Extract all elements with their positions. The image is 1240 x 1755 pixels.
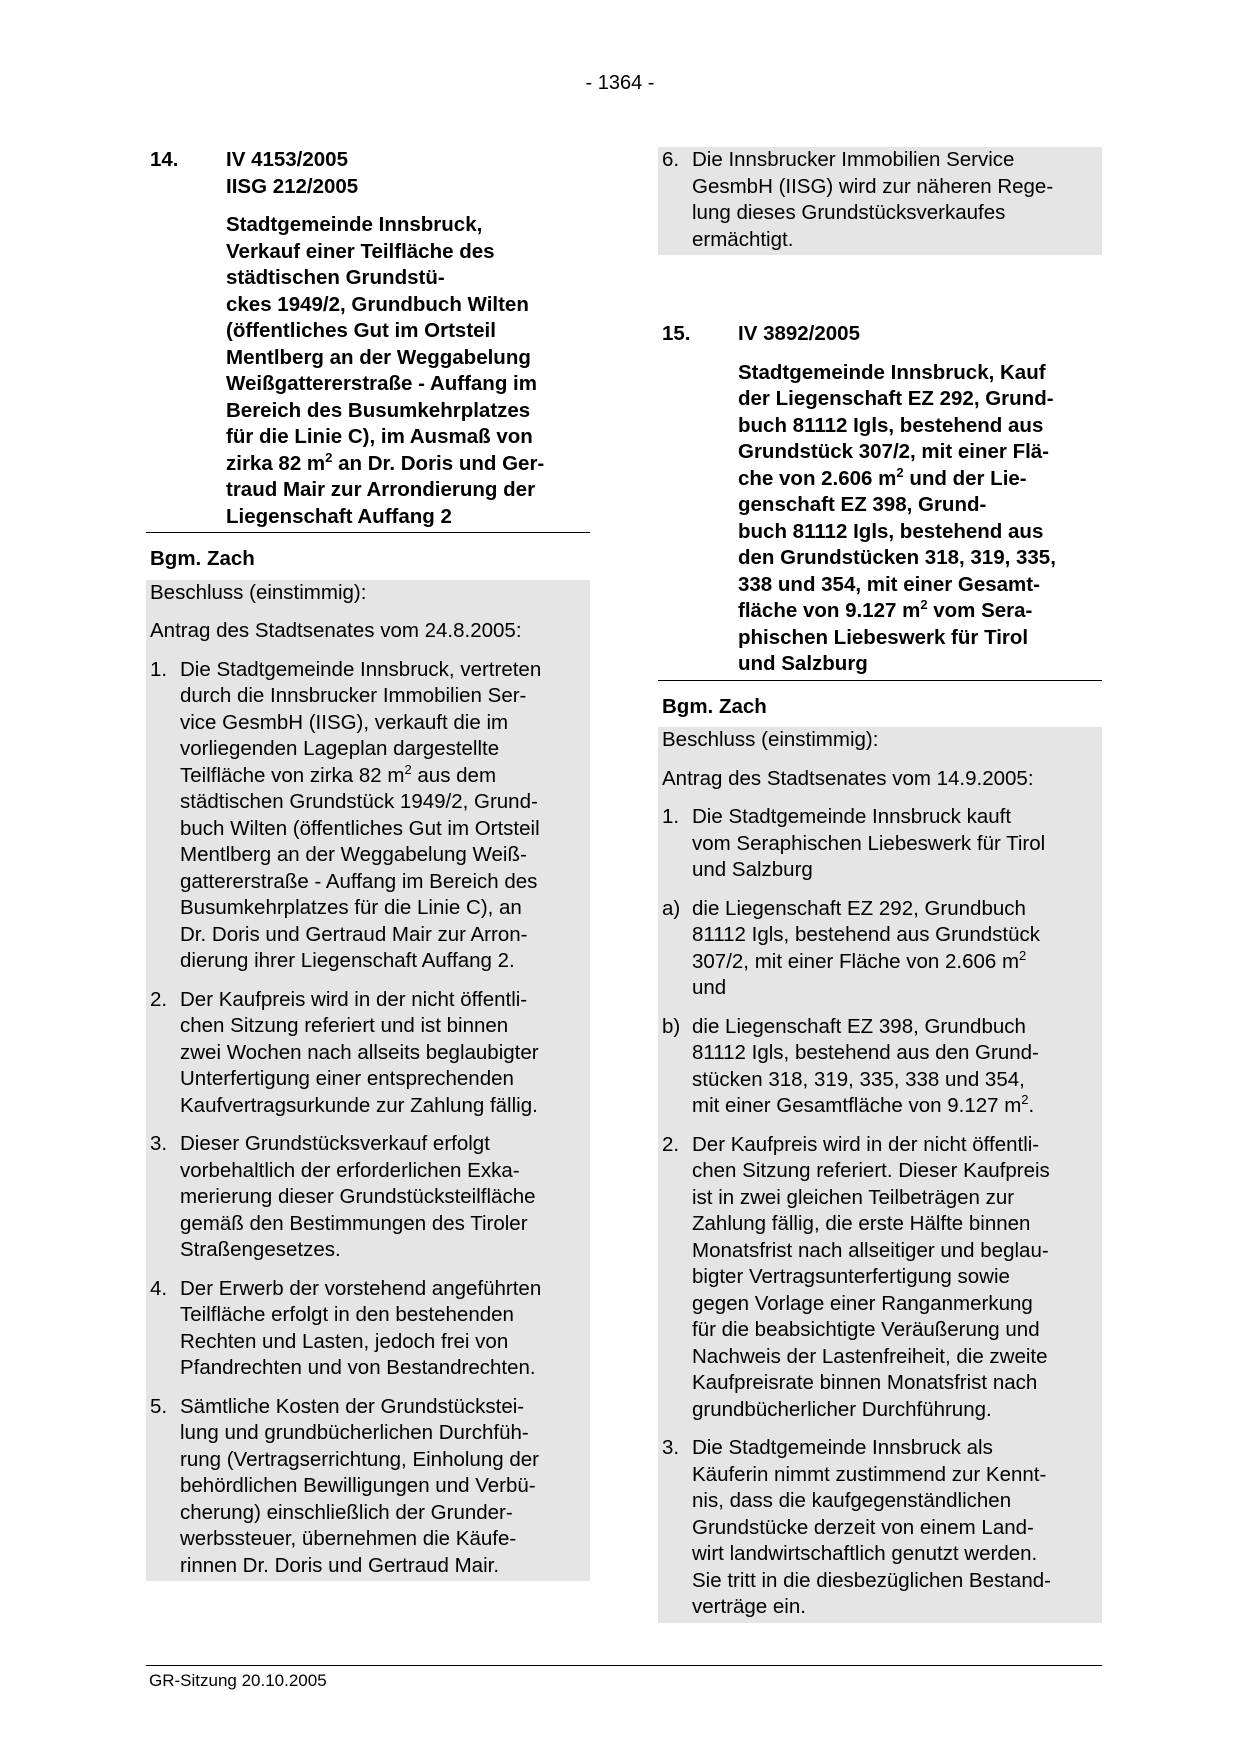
list-marker: 5. bbox=[150, 1394, 168, 1418]
list-marker: 6. bbox=[662, 148, 680, 171]
list-item-text: Der Kaufpreis wird in der nicht öffentli- chen Sitzung referiert und ist binnen zwei Wochen nach allseits beglaubigter Unterfertigung einer entsprechenden Kaufvertragsurkunde zur Zahlung fällig. bbox=[180, 987, 539, 1117]
title-line: Weißgattererstraße - Auffang im bbox=[226, 372, 537, 395]
list-item-text: Dieser Grundstücksverkauf erfolgt vorbehaltlich der erforderlichen Exka- merierung dieser Grundstücksteilfläche gemäß den Bestimmungen des Tiroler Straßengesetzes. bbox=[180, 1132, 536, 1261]
file-number: IV 4153/2005 bbox=[226, 148, 348, 171]
left-column bbox=[146, 147, 590, 1581]
list-marker: b) bbox=[662, 1014, 681, 1038]
title-line: Liegenschaft Auffang 2 bbox=[226, 504, 452, 528]
resolution-block bbox=[146, 580, 590, 1582]
right-column bbox=[658, 147, 1102, 1623]
footer-text: GR-Sitzung 20.10.2005 bbox=[149, 1671, 327, 1690]
title-line: Stadtgemeinde Innsbruck, bbox=[226, 213, 483, 236]
list-marker: 2. bbox=[150, 987, 168, 1011]
title-line: für die Linie C), im Ausmaß von bbox=[226, 425, 533, 448]
title-line: (öffentliches Gut im Ortsteil bbox=[226, 319, 496, 342]
list-item bbox=[150, 1131, 586, 1264]
agenda-item-number: 14. bbox=[150, 148, 179, 171]
list-item-text: Die Innsbrucker Immobilien Service GesmbH (IISG) wird zur näheren Rege- lung dieses Grundstücksverkaufes ermächtigt. bbox=[692, 148, 1054, 251]
title-line: Mentlberg an der Weggabelung bbox=[226, 345, 531, 369]
title-line: Verkauf einer Teilfläche des bbox=[226, 239, 495, 263]
title-line: 338 und 354, mit einer Gesamt- bbox=[738, 572, 1040, 596]
list-item-text: Die Stadtgemeinde Innsbruck als Käuferin nimmt zustimmend zur Kennt- nis, dass die kaufgegenständlichen Grundstücke derzeit von einem Land- wirt landwirtschaftlich genutzt werden. Sie tritt in die diesbezüglichen Bestand- verträge ein. bbox=[692, 1436, 1051, 1618]
list-item-text: Der Erwerb der vorstehend angeführten Teilfläche erfolgt in den bestehenden Rechten und Lasten, jedoch frei von Pfandrechten und von Bestandrechten. bbox=[180, 1276, 542, 1379]
title-line: Bereich des Busumkehrplatzes bbox=[226, 398, 531, 422]
list-item bbox=[662, 147, 1098, 253]
list-marker: 3. bbox=[150, 1132, 168, 1155]
list-item bbox=[662, 1435, 1098, 1621]
list-item-text: Die Stadtgemeinde Innsbruck, vertreten durch die Innsbrucker Immobilien Ser- vice GesmbH (IISG), verkauft die im vorliegenden Lageplan dargestellte Teilfläche von zirka 82 $m^2$ aus dem städtischen Grundstück 1949/2, Grund- buch Wilten (öffentliches Gut im Ortsteil Mentlberg an der Weggabelung Weiß- gattererstraße - Auffang im Bereich des Busumkehrplatzes für die Linie C), an Dr. Doris und Gertraud Mair zur Arron- dierung ihrer Liegenschaft Auffang 2. bbox=[180, 657, 542, 972]
speaker-name: Bgm. Zach bbox=[662, 694, 767, 718]
file-number: IV 3892/2005 bbox=[738, 322, 860, 345]
list-marker: 2. bbox=[662, 1132, 680, 1156]
list-item-text: Der Kaufpreis wird in der nicht öffentli- chen Sitzung referiert. Dieser Kaufpreis ist in zwei gleichen Teilbeträgen zur Zahlung fällig, die erste Hälfte binnen Monatsfrist nach allseitiger und beglau- bigter Vertragsunterfertigung sowie gegen Vorlage einer Ranganmerkung für die beabsichtigte Veräußerung und Nachweis der Lastenfreiheit, die zweite Kaufpreisrate binnen Monatsfrist nach grundbücherlicher Durchführung. bbox=[692, 1132, 1050, 1421]
list-marker: 3. bbox=[662, 1436, 680, 1459]
list-item bbox=[662, 1014, 1098, 1120]
list-item bbox=[662, 804, 1098, 884]
list-marker: 1. bbox=[662, 805, 680, 828]
agenda-item-title bbox=[226, 212, 590, 530]
list-marker: 4. bbox=[150, 1276, 168, 1300]
file-numbers bbox=[738, 321, 1102, 348]
agenda-item-15-heading bbox=[658, 321, 1102, 678]
footer-divider bbox=[146, 1665, 1102, 1666]
list-marker: 1. bbox=[150, 657, 168, 681]
list-item bbox=[150, 1276, 586, 1382]
page-number: - 1364 - bbox=[585, 72, 655, 94]
title-line: buch 81112 Igls, bestehend aus bbox=[738, 519, 1044, 543]
list-item bbox=[662, 1132, 1098, 1424]
list-marker: a) bbox=[662, 896, 681, 920]
list-item bbox=[662, 896, 1098, 1002]
title-line: der Liegenschaft EZ 292, Grund- bbox=[738, 387, 1054, 410]
decision-label: Beschluss (einstimmig): bbox=[150, 580, 367, 604]
motion-label: Antrag des Stadtsenates vom 14.9.2005: bbox=[662, 766, 1034, 790]
title-line: ckes 1949/2, Grundbuch Wilten bbox=[226, 292, 529, 316]
list-item-text: die Liegenschaft EZ 292, Grundbuch 81112 Igls, bestehend aus Grundstück 307/2, mit einer Fläche von 2.606 $m^2$ und bbox=[692, 896, 1040, 999]
title-line: buch 81112 Igls, bestehend aus bbox=[738, 413, 1044, 437]
list-item bbox=[150, 987, 586, 1120]
agenda-item-14-heading bbox=[146, 147, 590, 530]
title-line: fläche von 9.127 $m^2$ vom Sera- bbox=[738, 597, 1033, 622]
list-item-text: Sämtliche Kosten der Grundstückstei- lung und grundbücherlichen Durchfüh- rung (Vertragserrichtung, Einholung der behördlichen Bewilligungen und Verbü- cherung) einschließlich der Grunder- werbssteuer, übernehmen die Käufe- rinnen Dr. Doris und Gertraud Mair. bbox=[180, 1394, 539, 1577]
list-item-text: Die Stadtgemeinde Innsbruck kauft vom Seraphischen Liebeswerk für Tirol und Salzburg bbox=[692, 805, 1046, 881]
title-line: traud Mair zur Arrondierung der bbox=[226, 478, 536, 501]
resolution-block bbox=[658, 727, 1102, 1623]
resolution-block-continued bbox=[658, 147, 1102, 255]
file-numbers bbox=[226, 147, 590, 200]
file-number: IISG 212/2005 bbox=[226, 174, 359, 198]
agenda-item-number: 15. bbox=[662, 322, 691, 345]
list-item-text: die Liegenschaft EZ 398, Grundbuch 81112 Igls, bestehend aus den Grund- stücken 318, 319, 335, 338 und 354, mit einer Gesamtfläche von 9.127 $m^2$. bbox=[692, 1014, 1039, 1117]
title-line: Stadtgemeinde Innsbruck, Kauf bbox=[738, 360, 1046, 384]
motion-label: Antrag des Stadtsenates vom 24.8.2005: bbox=[150, 619, 522, 642]
title-line: che von 2.606 $m^2$ und der Lie- bbox=[738, 464, 1027, 490]
title-line: den Grundstücken 318, 319, 335, bbox=[738, 546, 1056, 569]
agenda-item-title bbox=[738, 360, 1102, 678]
decision-label: Beschluss (einstimmig): bbox=[662, 728, 879, 751]
title-line: genschaft EZ 398, Grund- bbox=[738, 493, 987, 516]
title-line: städtischen Grundstü- bbox=[226, 266, 445, 289]
list-item bbox=[150, 1394, 586, 1580]
title-line: zirka 82 $m^2$ an Dr. Doris und Ger- bbox=[226, 449, 545, 475]
title-line: und Salzburg bbox=[738, 652, 868, 675]
title-line: phischen Liebeswerk für Tirol bbox=[738, 625, 1029, 649]
list-item bbox=[150, 657, 586, 975]
speaker-name: Bgm. Zach bbox=[150, 547, 255, 570]
title-line: Grundstück 307/2, mit einer Flä- bbox=[738, 440, 1050, 463]
